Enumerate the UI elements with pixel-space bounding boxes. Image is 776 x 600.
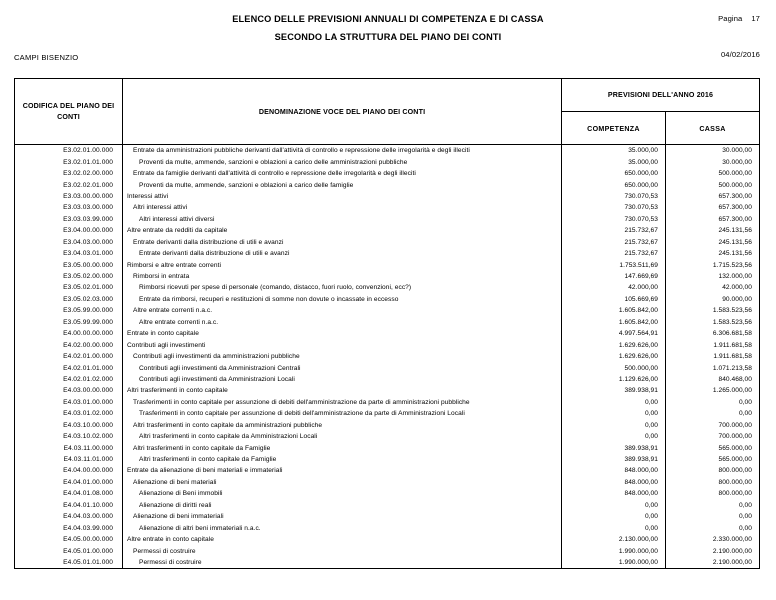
table-row [15, 431, 759, 442]
cell-denomination: Altri trasferimenti in conto capitale [123, 385, 562, 396]
document-header [0, 0, 776, 78]
column-header-forecast-sub [562, 112, 759, 145]
table-row [15, 477, 759, 488]
cell-denomination: Altri interessi attivi diversi [123, 214, 562, 225]
cell-cassa: 840.468,00 [718, 375, 752, 383]
table-row [15, 397, 759, 408]
cell-denomination: Proventi da multe, ammende, sanzioni e oblazioni a carico delle famiglie [123, 179, 562, 190]
cell-cassa: 245.131,56 [718, 227, 752, 235]
cell-competenza: 730.070,53 [562, 202, 666, 213]
cell-cassa: 1.911.681,58 [713, 353, 752, 361]
cell-code: E3.03.03.00.000 [15, 202, 123, 213]
cell-cassa: 132.000,00 [718, 273, 752, 281]
cell-code: E3.05.02.00.000 [15, 271, 123, 282]
cell-cassa: 90.000,00 [722, 295, 752, 303]
cell-competenza: 1.753.511,69 [562, 259, 666, 270]
cell-denomination: Rimborsi e altre entrate correnti [123, 259, 562, 270]
cell-cassa: 1.583.523,56 [712, 307, 752, 315]
cell-cassa: 700.000,00 [718, 433, 752, 441]
cell-denomination: Entrate da rimborsi, recuperi e restituzioni di somme non dovute o incassate in eccesso [123, 294, 562, 305]
cell-competenza: 389.938,91 [562, 442, 666, 453]
cell-competenza: 1.629.626,00 [562, 351, 666, 362]
cell-code: E4.02.01.00.000 [15, 351, 123, 362]
cell-denomination: Alienazione di beni materiali [123, 477, 562, 488]
cell-code: E4.00.00.00.000 [15, 328, 123, 339]
cell-competenza: 650.000,00 [562, 179, 666, 190]
cell-denomination: Altri interessi attivi [123, 202, 562, 213]
cell-denomination: Trasferimenti in conto capitale per assunzione di debiti dell'amministrazione da parte di amministrazioni pubbliche [123, 397, 562, 408]
cell-denomination: Alienazione di altri beni immateriali n.a.c. [123, 522, 562, 533]
cell-cassa: 1.715.523,56 [712, 261, 752, 269]
cell-code: E3.04.03.01.000 [15, 248, 123, 259]
cell-cassa: 0,00 [738, 524, 752, 532]
cell-code: E4.05.01.01.000 [15, 557, 123, 568]
cell-code: E4.04.00.00.000 [15, 465, 123, 476]
table-row [15, 214, 759, 225]
cell-denomination: Entrate da alienazione di beni materiali e immateriali [123, 465, 562, 476]
table-row [15, 442, 759, 453]
document-title-line-2: SECONDO LA STRUTTURA DEL PIANO DEI CONTI [274, 32, 502, 42]
cell-competenza: 500.000,00 [562, 362, 666, 373]
table-row [15, 317, 759, 328]
cell-code: E3.02.01.00.000 [15, 145, 123, 156]
cell-cassa: 565.000,00 [718, 456, 752, 464]
cell-denomination: Alienazione di beni immateriali [123, 511, 562, 522]
cell-denomination: Entrate in conto capitale [123, 328, 562, 339]
cell-denomination: Entrate derivanti dalla distribuzione di utili e avanzi [123, 248, 562, 259]
cell-competenza: 1.629.626,00 [562, 339, 666, 350]
page-label: Pagina [718, 14, 743, 23]
cell-code: E4.02.01.02.000 [15, 374, 123, 385]
column-header-forecast-group-wrap [562, 79, 759, 144]
cell-denomination: Interessi attivi [123, 191, 562, 202]
table-row [15, 545, 759, 556]
cell-cassa: 30.000,00 [722, 147, 752, 155]
table-row [15, 454, 759, 465]
table-row [15, 522, 759, 533]
cell-cassa: 245.131,56 [718, 250, 752, 258]
cell-code: E4.05.00.00.000 [15, 534, 123, 545]
cell-competenza: 848.000,00 [562, 477, 666, 488]
cell-competenza: 4.997.564,91 [562, 328, 666, 339]
table-row [15, 248, 759, 259]
table-row [15, 179, 759, 190]
cell-competenza: 389.938,91 [562, 454, 666, 465]
cell-competenza: 0,00 [562, 397, 666, 408]
cell-cassa: 1.911.681,58 [713, 341, 752, 349]
cell-code: E3.05.02.01.000 [15, 282, 123, 293]
cell-code: E4.03.01.00.000 [15, 397, 123, 408]
cell-cassa: 565.000,00 [718, 444, 752, 452]
table-row [15, 328, 759, 339]
cell-competenza: 35.000,00 [562, 145, 666, 156]
table-row [15, 362, 759, 373]
table-row [15, 488, 759, 499]
cell-code: E3.05.99.99.000 [15, 317, 123, 328]
cell-denomination: Rimborsi ricevuti per spese di personale (comando, distacco, fuori ruolo, convenzioni, ecc?) [123, 282, 562, 293]
cell-cassa: 0,00 [738, 501, 752, 509]
cell-competenza: 730.070,53 [562, 191, 666, 202]
cell-code: E4.03.01.02.000 [15, 408, 123, 419]
cell-code: E3.04.03.00.000 [15, 237, 123, 248]
cell-code: E4.03.00.00.000 [15, 385, 123, 396]
cell-cassa: 245.131,56 [718, 238, 752, 246]
cell-competenza: 0,00 [562, 420, 666, 431]
table-row [15, 465, 759, 476]
cell-cassa: 2.330.000,00 [712, 536, 752, 544]
table-row [15, 156, 759, 167]
cell-cassa: 800.000,00 [718, 490, 752, 498]
cell-code: E4.04.03.00.000 [15, 511, 123, 522]
cell-denomination: Entrate da famiglie derivanti dall'attività di controllo e repressione delle irregolarità e degli illeciti [123, 168, 562, 179]
cell-code: E4.03.11.00.000 [15, 442, 123, 453]
cell-cassa: 2.190.000,00 [712, 547, 752, 555]
table-row [15, 420, 759, 431]
cell-cassa: 42.000,00 [722, 284, 752, 292]
cell-cassa: 1.583.523,56 [712, 318, 752, 326]
cell-cassa: 800.000,00 [718, 467, 752, 475]
table-row [15, 202, 759, 213]
cell-denomination: Permessi di costruire [123, 557, 562, 568]
cell-competenza: 650.000,00 [562, 168, 666, 179]
cell-denomination: Altre entrate correnti n.a.c. [123, 305, 562, 316]
cell-code: E3.05.00.00.000 [15, 259, 123, 270]
cell-code: E3.02.02.01.000 [15, 179, 123, 190]
table-row [15, 145, 759, 156]
cell-code: E3.02.01.01.000 [15, 156, 123, 167]
cell-cassa: 0,00 [738, 513, 752, 521]
table-row [15, 408, 759, 419]
accounts-table [14, 78, 760, 569]
cell-code: E4.04.01.00.000 [15, 477, 123, 488]
cell-competenza: 215.732,67 [562, 248, 666, 259]
cell-competenza: 35.000,00 [562, 156, 666, 167]
cell-competenza: 848.000,00 [562, 465, 666, 476]
table-row [15, 385, 759, 396]
cell-denomination: Altri trasferimenti in conto capitale da amministrazioni pubbliche [123, 420, 562, 431]
column-header-code: CODIFICA DEL PIANO DEI CONTI [15, 79, 123, 144]
column-header-denomination: DENOMINAZIONE VOCE DEL PIANO DEI CONTI [123, 79, 562, 144]
table-row [15, 168, 759, 179]
cell-competenza: 1.990.000,00 [562, 545, 666, 556]
cell-code: E4.03.10.02.000 [15, 431, 123, 442]
table-row [15, 534, 759, 545]
cell-cassa: 657.300,00 [718, 204, 752, 212]
table-body [15, 145, 759, 568]
cell-competenza: 1.605.842,00 [562, 317, 666, 328]
cell-denomination: Altri trasferimenti in conto capitale da Famiglie [123, 454, 562, 465]
table-row [15, 237, 759, 248]
cell-competenza: 42.000,00 [562, 282, 666, 293]
table-row [15, 351, 759, 362]
cell-denomination: Alienazione di diritti reali [123, 500, 562, 511]
cell-competenza: 848.000,00 [562, 488, 666, 499]
cell-cassa: 500.000,00 [718, 181, 752, 189]
table-row [15, 511, 759, 522]
cell-cassa: 1.071.213,58 [712, 364, 752, 372]
cell-cassa: 657.300,00 [718, 215, 752, 223]
cell-code: E4.05.01.00.000 [15, 545, 123, 556]
cell-competenza: 215.732,67 [562, 237, 666, 248]
cell-competenza: 0,00 [562, 522, 666, 533]
table-row [15, 294, 759, 305]
table-row [15, 557, 759, 568]
cell-denomination: Permessi di costruire [123, 545, 562, 556]
column-header-competenza: COMPETENZA [562, 112, 666, 145]
cell-competenza: 1.990.000,00 [562, 557, 666, 568]
cell-code: E4.03.10.00.000 [15, 420, 123, 431]
cell-code: E4.03.11.01.000 [15, 454, 123, 465]
cell-competenza: 147.669,69 [562, 271, 666, 282]
cell-cassa: 700.000,00 [718, 421, 752, 429]
cell-denomination: Altri trasferimenti in conto capitale da Amministrazioni Locali [123, 431, 562, 442]
cell-competenza: 0,00 [562, 408, 666, 419]
cell-competenza: 0,00 [562, 500, 666, 511]
cell-denomination: Contributi agli investimenti [123, 339, 562, 350]
cell-competenza: 389.938,91 [562, 385, 666, 396]
cell-cassa: 6.306.681,58 [712, 330, 752, 338]
cell-denomination: Alienazione di Beni immobili [123, 488, 562, 499]
cell-denomination: Altre entrate correnti n.a.c. [123, 317, 562, 328]
cell-cassa: 0,00 [738, 398, 752, 406]
table-row [15, 225, 759, 236]
cell-cassa: 500.000,00 [718, 170, 752, 178]
cell-denomination: Trasferimenti in conto capitale per assunzione di debiti dell'amministrazione da parte di Amministrazioni Locali [123, 408, 562, 419]
cell-denomination: Contributi agli investimenti da amministrazioni pubbliche [123, 351, 562, 362]
cell-denomination: Proventi da multe, ammende, sanzioni e oblazioni a carico delle amministrazioni pubbliche [123, 156, 562, 167]
cell-competenza: 2.130.000,00 [562, 534, 666, 545]
page-number: 17 [751, 14, 760, 23]
cell-cassa: 2.190.000,00 [712, 558, 752, 566]
cell-competenza: 105.669,69 [562, 294, 666, 305]
cell-code: E4.02.00.00.000 [15, 339, 123, 350]
cell-code: E3.04.00.00.000 [15, 225, 123, 236]
cell-competenza: 1.605.842,00 [562, 305, 666, 316]
cell-denomination: Contributi agli investimenti da Amministrazioni Centrali [123, 362, 562, 373]
column-header-cassa: CASSA [699, 124, 726, 133]
cell-code: E3.03.00.00.000 [15, 191, 123, 202]
cell-code: E4.02.01.01.000 [15, 362, 123, 373]
table-row [15, 374, 759, 385]
document-title-line-1: ELENCO DELLE PREVISIONI ANNUALI DI COMPETENZA E DI CASSA [232, 14, 544, 24]
table-row [15, 271, 759, 282]
cell-competenza: 215.732,67 [562, 225, 666, 236]
table-row [15, 259, 759, 270]
cell-code: E3.02.02.00.000 [15, 168, 123, 179]
cell-cassa: 30.000,00 [722, 158, 752, 166]
cell-code: E4.04.03.99.000 [15, 522, 123, 533]
title-block [0, 12, 776, 45]
table-row [15, 305, 759, 316]
cell-cassa: 800.000,00 [718, 478, 752, 486]
entity-name: CAMPI BISENZIO [14, 53, 79, 62]
document-date: 04/02/2016 [720, 50, 760, 59]
cell-competenza: 0,00 [562, 511, 666, 522]
cell-denomination: Altri trasferimenti in conto capitale da Famiglie [123, 442, 562, 453]
table-row [15, 282, 759, 293]
cell-code: E4.04.01.08.000 [15, 488, 123, 499]
cell-code: E3.05.02.03.000 [15, 294, 123, 305]
cell-competenza: 730.070,53 [562, 214, 666, 225]
cell-denomination: Rimborsi in entrata [123, 271, 562, 282]
cell-denomination: Altre entrate in conto capitale [123, 534, 562, 545]
cell-denomination: Altre entrate da redditi da capitale [123, 225, 562, 236]
cell-competenza: 1.129.626,00 [562, 374, 666, 385]
cell-code: E3.05.99.00.000 [15, 305, 123, 316]
table-row [15, 500, 759, 511]
cell-cassa: 1.265.000,00 [712, 387, 752, 395]
table-row [15, 339, 759, 350]
cell-code: E4.04.01.10.000 [15, 500, 123, 511]
table-row [15, 191, 759, 202]
column-header-forecast-group: PREVISIONI DELL'ANNO 2016 [562, 79, 759, 112]
cell-cassa: 0,00 [738, 410, 752, 418]
page-number-block [718, 14, 760, 23]
table-header-row [15, 79, 759, 145]
cell-cassa: 657.300,00 [718, 192, 752, 200]
cell-denomination: Entrate da amministrazioni pubbliche derivanti dall'attività di controllo e repressione delle irregolarità e degli illeciti [123, 145, 562, 156]
cell-denomination: Contributi agli investimenti da Amministrazioni Locali [123, 374, 562, 385]
cell-denomination: Entrate derivanti dalla distribuzione di utili e avanzi [123, 237, 562, 248]
cell-competenza: 0,00 [562, 431, 666, 442]
cell-code: E3.03.03.99.000 [15, 214, 123, 225]
